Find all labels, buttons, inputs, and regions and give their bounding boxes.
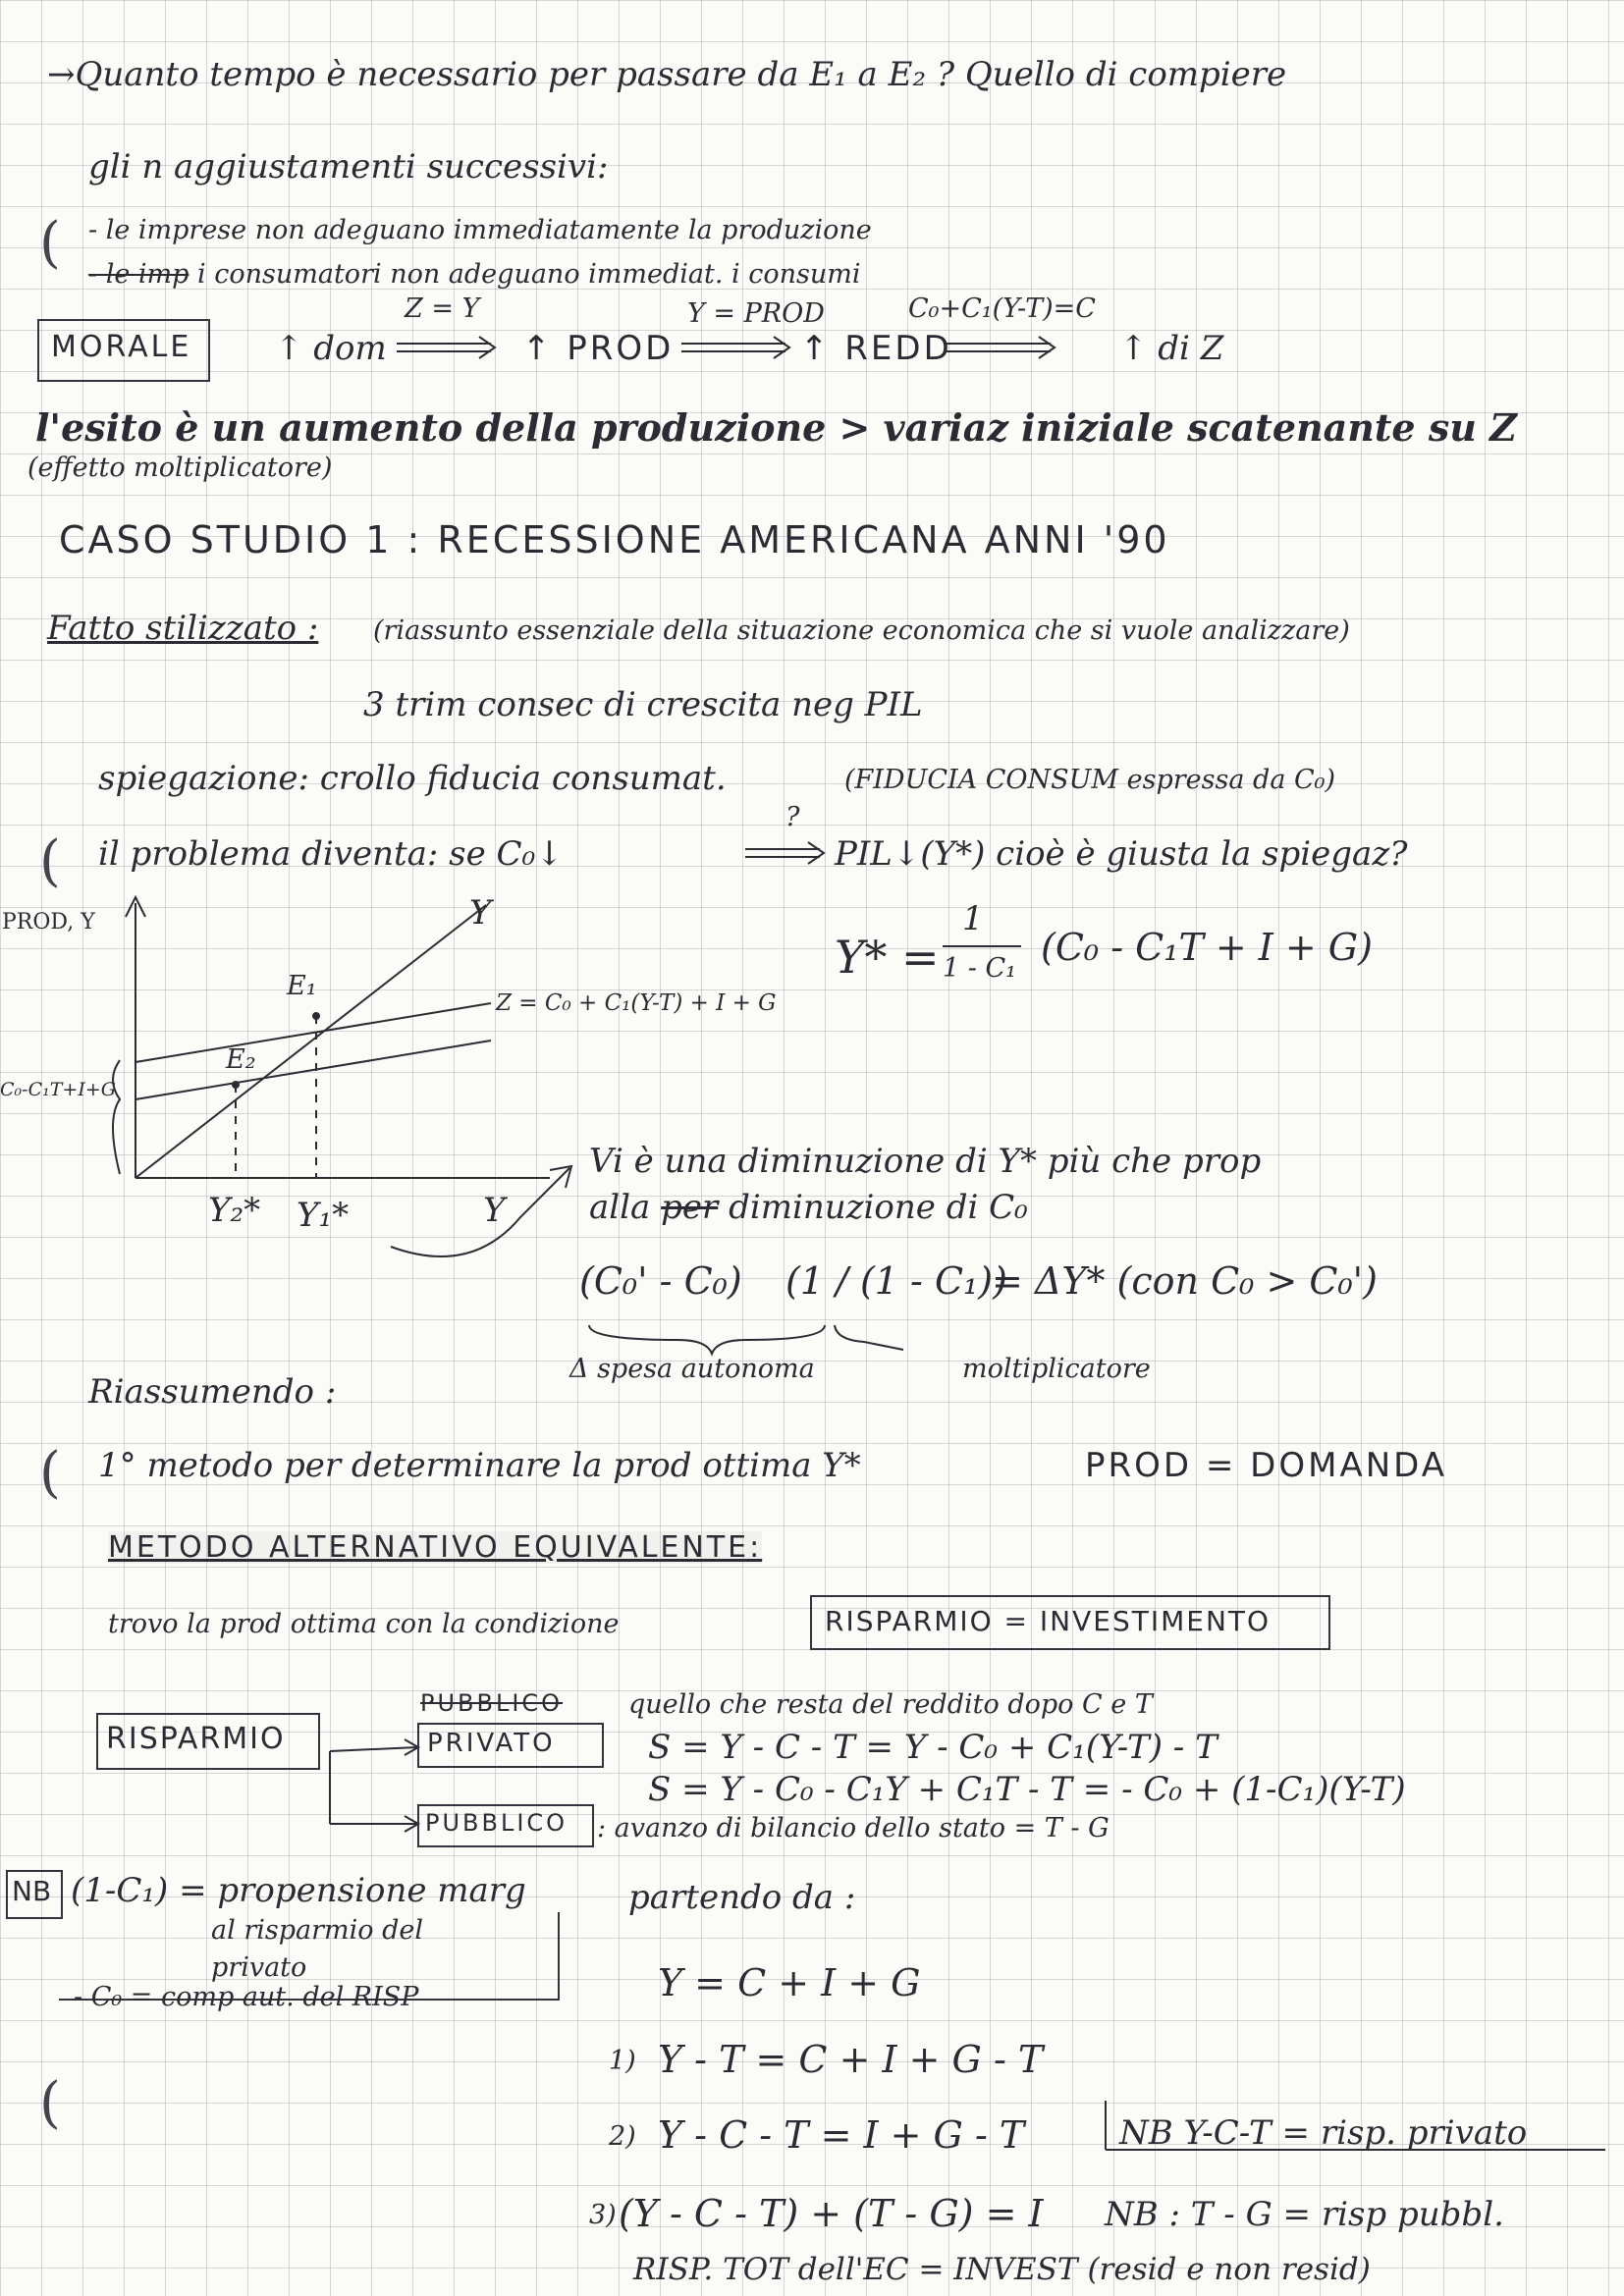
- graph-point-e1: E₁: [287, 971, 317, 1001]
- savings-private-note: quello che resta del reddito dopo C e T: [628, 1689, 1153, 1720]
- fraction-bar: [943, 944, 1021, 948]
- derivation-eq3: (Y - C - T) + (T - G) = I: [619, 2192, 1044, 2235]
- decrease-label-a: Δ spesa autonoma: [569, 1354, 815, 1384]
- formula-numerator: 1: [962, 899, 984, 938]
- brace-intro: (: [39, 211, 61, 275]
- graph-y-axis-label: PROD, Y: [2, 910, 95, 934]
- nb-line1: (1-C₁) = propensione marg: [71, 1871, 526, 1910]
- case-explanation-note: (FIDUCIA CONSUM espressa da C₀): [844, 765, 1336, 795]
- summary-condition: RISPARMIO = INVESTIMENTO: [825, 1605, 1272, 1637]
- derivation-nb1: NB Y-C-T = risp. privato: [1119, 2113, 1528, 2153]
- graph-intercept-label: C₀-C₁T+I+G: [0, 1079, 116, 1100]
- case-explanation: spiegazione: crollo fiducia consumat.: [98, 759, 727, 798]
- branch-arrows: [324, 1728, 422, 1836]
- nb-line4: - C₀ = comp aut. del RISP: [74, 1982, 419, 2012]
- arrow-right-icon: [943, 334, 1060, 363]
- formula-lhs: Y* =: [835, 931, 940, 984]
- decrease-line2-struck: per: [661, 1188, 719, 1227]
- derivation-eq2-num: 2): [609, 2121, 636, 2152]
- decrease-formula-c: = ΔY* (con C₀ > C₀'): [992, 1259, 1378, 1303]
- summary-find: trovo la prod ottima con la condizione: [108, 1609, 620, 1639]
- formula-denominator: 1 - C₁: [943, 953, 1016, 984]
- nb-label: NB: [12, 1875, 52, 1907]
- arrow-right-icon: [393, 334, 501, 363]
- savings-public-struck: PUBBLICO: [420, 1689, 564, 1717]
- morale-arrow3-label: C₀+C₁(Y-T)=C: [908, 294, 1096, 324]
- case-problem: il problema diventa: se C₀↓: [98, 834, 564, 874]
- graph-line-y-label: Y: [469, 893, 492, 933]
- stylized-label: Fatto stilizzato :: [47, 609, 319, 648]
- graph-x-y2: Y₂*: [208, 1191, 261, 1230]
- derivation-eq3-num: 3): [589, 2200, 617, 2230]
- intro-question: →Quanto tempo è necessario per passare da E₁ a E₂ ? Quello di compiere: [47, 55, 1287, 94]
- savings-label: RISPARMIO: [106, 1722, 286, 1756]
- graph-line-z-label: Z = C₀ + C₁(Y-T) + I + G: [496, 990, 777, 1016]
- savings-private-eq2: S = Y - C₀ - C₁Y + C₁T - T = - C₀ + (1-C₁)(Y-T): [648, 1770, 1406, 1809]
- decrease-formula-b: (1 / (1 - C₁)): [785, 1259, 1007, 1303]
- stylized-text: (riassunto essenziale della situazione economica che si vuole analizzare): [373, 615, 1350, 646]
- brace-problem: (: [39, 829, 61, 893]
- nb-line2: al risparmio del: [211, 1915, 423, 1946]
- decrease-line2-a: alla: [589, 1188, 651, 1227]
- derivation-eq1-num: 1): [609, 2046, 636, 2076]
- decrease-label-b: moltiplicatore: [962, 1354, 1151, 1384]
- derivation-final: RISP. TOT dell'EC = INVEST (resid e non resid): [633, 2252, 1371, 2287]
- decrease-line2-b: diminuzione di C₀: [729, 1188, 1028, 1227]
- intro-bullet1: - le imprese non adeguano immediatamente la produzione: [88, 215, 872, 245]
- morale-arrow1-label: Z = Y: [405, 294, 480, 324]
- curved-arrow-icon: [383, 1148, 579, 1276]
- savings-public-note: : avanzo di bilancio dello stato = T - G: [597, 1813, 1110, 1843]
- morale-step3: ↑ REDD: [800, 329, 952, 368]
- brace-derivation: (: [39, 2071, 61, 2135]
- outcome-line2: (effetto moltiplicatore): [27, 453, 333, 483]
- savings-private-eq1: S = Y - C - T = Y - C₀ + C₁(Y-T) - T: [648, 1728, 1218, 1767]
- brace-summary: (: [39, 1441, 61, 1505]
- graph-x-axis-label: Y: [483, 1191, 506, 1230]
- morale-arrow2-label: Y = PROD: [687, 298, 825, 329]
- decrease-line1: Vi è una diminuzione di Y* più che prop: [589, 1142, 1262, 1181]
- summary-method1-rhs: PROD = DOMANDA: [1085, 1446, 1447, 1485]
- graph-point-e2: E₂: [226, 1044, 256, 1075]
- summary-method1: 1° metodo per determinare la prod ottima Y*: [98, 1446, 861, 1485]
- intro-bullet2-struck: - le imp: [88, 259, 189, 290]
- summary-alt-method: METODO ALTERNATIVO EQUIVALENTE:: [108, 1530, 763, 1565]
- derivation-eq0: Y = C + I + G: [658, 1961, 921, 2004]
- morale-label: MORALE: [51, 330, 192, 364]
- case-question-mark: ?: [785, 802, 800, 832]
- savings-private-label: PRIVATO: [427, 1729, 556, 1758]
- derivation-start: partendo da :: [628, 1878, 856, 1917]
- case-title: CASO STUDIO 1 : RECESSIONE AMERICANA ANNI '90: [59, 518, 1170, 561]
- case-problem-rhs: PIL↓(Y*) cioè è giusta la spiegaz?: [835, 834, 1408, 874]
- arrow-right-icon: [741, 839, 830, 869]
- outcome-line1: l'esito è un aumento della produzione > variaz iniziale scatenante su Z: [35, 405, 1517, 450]
- morale-step1: ↑ dom: [275, 329, 387, 368]
- savings-public-label: PUBBLICO: [425, 1809, 568, 1837]
- morale-step2: ↑ PROD: [522, 329, 675, 368]
- derivation-eq2: Y - C - T = I + G - T: [658, 2113, 1025, 2157]
- morale-step4: ↑ di Z: [1119, 329, 1224, 368]
- derivation-eq1: Y - T = C + I + G - T: [658, 2038, 1044, 2081]
- case-fact: 3 trim consec di crescita neg PIL: [363, 685, 923, 724]
- intro-line2: gli n aggiustamenti successivi:: [88, 147, 609, 187]
- summary-title: Riassumendo :: [88, 1372, 337, 1412]
- decrease-line2: [589, 1190, 1028, 1226]
- derivation-nb2: NB : T - G = risp pubbl.: [1105, 2195, 1504, 2234]
- decrease-formula-a: (C₀' - C₀): [579, 1259, 742, 1303]
- intro-bullet2: [88, 260, 860, 290]
- nb-line3: privato: [211, 1952, 307, 1983]
- graph-x-y1: Y₁*: [297, 1196, 350, 1235]
- intro-bullet2-text: i consumatori non adeguano immediat. i consumi: [197, 259, 861, 290]
- arrow-right-icon: [677, 334, 795, 363]
- formula-rhs: (C₀ - C₁T + I + G): [1041, 926, 1373, 969]
